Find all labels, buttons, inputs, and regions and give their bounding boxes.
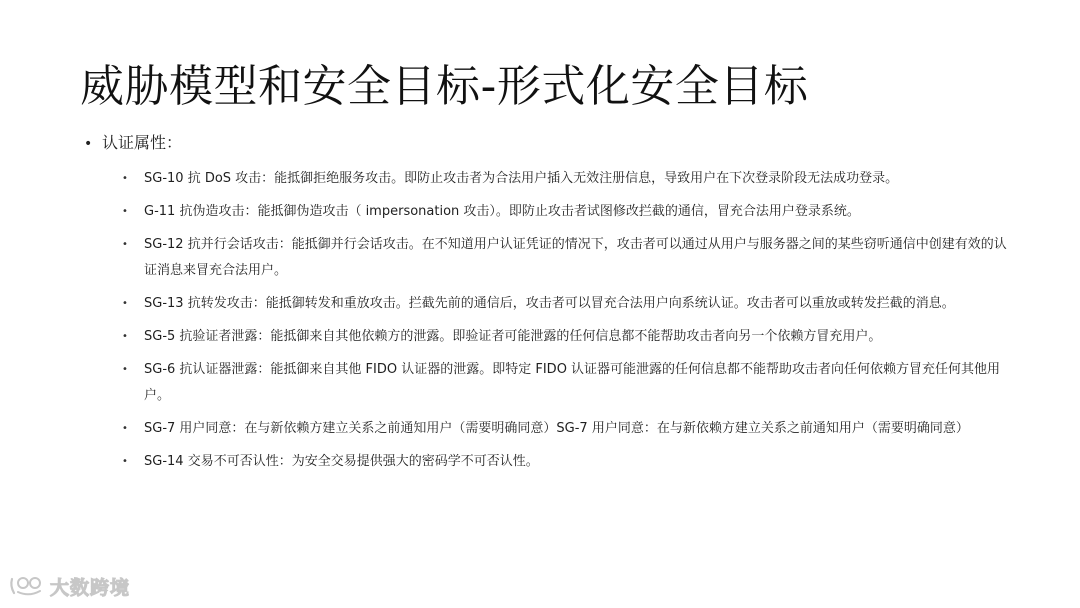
list-item [122,357,1007,409]
item-text: SG-6 抗认证器泄露：能抵御来自其他 FIDO 认证器的泄露。即特定 FIDO 认证器可能泄露的任何信息都不能帮助攻击者向任何依赖方冒充任何其他用户。 [144,362,1001,403]
slide-title: 威胁模型和安全目标-形式化安全目标 [80,61,809,112]
bullet: • [122,423,128,434]
bullet: • [122,206,128,217]
list-item [122,291,1007,317]
item-text: SG-10 抗 DoS 攻击：能抵御拒绝服务攻击。即防止攻击者为合法用户插入无效注册信息，导致用户在下次登录阶段无法成功登录。 [144,171,899,186]
item-text: SG-13 抗转发攻击：能抵御转发和重放攻击。拦截先前的通信后，攻击者可以冒充合法用户向系统认证。攻击者可以重放或转发拦截的消息。 [144,296,955,311]
bullet: • [122,239,128,250]
watermark [8,573,130,599]
item-text: G-11 抗伪造攻击：能抵御伪造攻击（ impersonation 攻击）。即防止攻击者试图修改拦截的通信，冒充合法用户登录系统。 [144,204,860,219]
list-item [122,166,1007,192]
list-item [122,324,1007,350]
section-heading [84,132,182,155]
bullet: • [122,331,128,342]
list-item [122,232,1007,284]
watermark-text: 大数跨境 [50,576,131,599]
item-text: SG-14 交易不可否认性：为安全交易提供强大的密码学不可否认性。 [144,454,539,469]
bullet: • [122,173,128,184]
item-text: SG-7 用户同意：在与新依赖方建立关系之前通知用户（需要明确同意）SG-7 用户同意：在与新依赖方建立关系之前通知用户（需要明确同意） [144,421,969,436]
list-item [122,449,1007,475]
kaixin-logo-icon [8,574,44,598]
bullet: • [122,456,128,467]
bullet: • [122,298,128,309]
bullet: • [84,136,93,152]
list-item [122,199,1007,225]
section-label: 认证属性： [102,133,183,152]
list-item [122,416,1007,442]
item-text: SG-5 抗验证者泄露：能抵御来自其他依赖方的泄露。即验证者可能泄露的任何信息都不能帮助攻击者向另一个依赖方冒充用户。 [144,329,882,344]
goal-list [122,166,1007,482]
bullet: • [122,364,128,375]
item-text: SG-12 抗并行会话攻击：能抵御并行会话攻击。在不知道用户认证凭证的情况下，攻击者可以通过从用户与服务器之间的某些窃听通信中创建有效的认证消息来冒充合法用户。 [144,237,1007,278]
